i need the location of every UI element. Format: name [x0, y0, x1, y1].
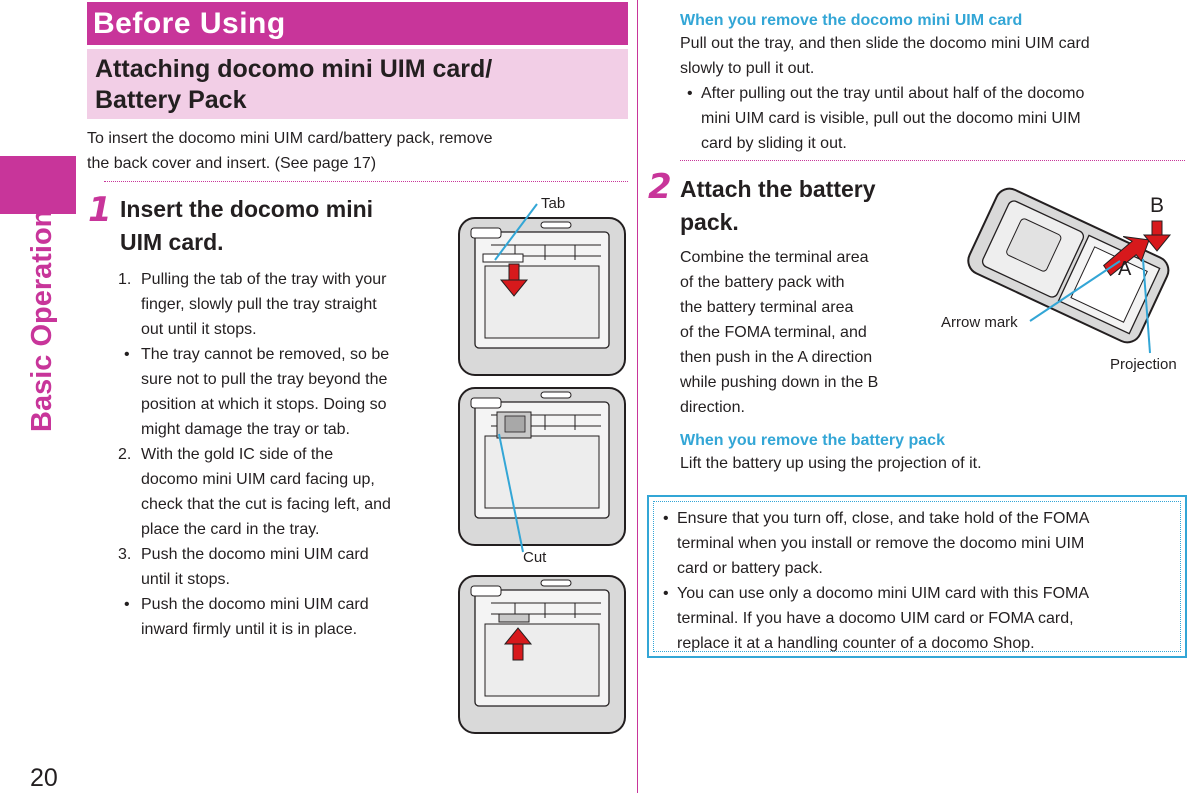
note-line: terminal. If you have a docomo UIM card or FOMA card, [677, 610, 1074, 627]
text-line: then push in the A direction [680, 349, 873, 366]
bullet: • [124, 596, 130, 613]
step1-title-line1: Insert the docomo mini [120, 196, 374, 222]
section-tab-text: Basic Operation [26, 209, 58, 432]
direction-b-arrow-icon [1144, 221, 1170, 251]
text-line: while pushing down in the B [680, 374, 879, 391]
item-line: check that the cut is facing left, and [141, 496, 391, 513]
bullet: • [663, 585, 669, 602]
step2-body [680, 245, 940, 420]
note-item [656, 581, 1186, 656]
item-number: 2. [118, 446, 132, 463]
item-line: With the gold IC side of the [141, 446, 334, 463]
list-item [118, 342, 453, 442]
section-tab-marker [0, 156, 76, 214]
bullet: • [663, 510, 669, 527]
item-number: 3. [118, 546, 132, 563]
item-line: inward firmly until it is in place. [141, 621, 358, 638]
step-separator [680, 160, 1185, 161]
direction-a-label: A [1118, 258, 1132, 280]
note-line: card or battery pack. [677, 560, 823, 577]
list-item [118, 267, 453, 342]
list-item [118, 542, 453, 592]
text-line: direction. [680, 399, 745, 416]
note-item [656, 506, 1186, 581]
page-title: Before Using [87, 2, 628, 45]
step2-title-line2: pack. [680, 209, 739, 235]
phone-illustration-3 [459, 576, 625, 733]
item-line: After pulling out the tray until about half of the docomo [701, 85, 1085, 102]
note-line: Ensure that you turn off, close, and take hold of the FOMA [677, 510, 1090, 527]
text-line: Combine the terminal area [680, 249, 869, 266]
step1-title-line2: UIM card. [120, 229, 224, 255]
cut-label: Cut [523, 549, 547, 566]
item-line: Push the docomo mini UIM card [141, 596, 369, 613]
item-line: docomo mini UIM card facing up, [141, 471, 375, 488]
item-line: might damage the tray or tab. [141, 421, 350, 438]
notes-list [656, 506, 1186, 656]
bullet: • [124, 346, 130, 363]
column-divider [637, 0, 638, 793]
arrow-mark-label: Arrow mark [941, 314, 1018, 331]
section-title [87, 49, 628, 119]
text-line: Pull out the tray, and then slide the docomo mini UIM card [680, 35, 1090, 52]
item-line: position at which it stops. Doing so [141, 396, 387, 413]
list-item [118, 592, 453, 642]
item-line: finger, slowly pull the tray straight [141, 296, 377, 313]
remove-uim-heading: When you remove the docomo mini UIM card [680, 12, 1023, 29]
bullet: • [687, 85, 693, 102]
text-line: of the battery pack with [680, 274, 845, 291]
step-separator [104, 181, 628, 182]
item-line: place the card in the tray. [141, 521, 320, 538]
item-line: out until it stops. [141, 321, 257, 338]
intro-text [87, 126, 627, 176]
intro-line1: To insert the docomo mini UIM card/battery pack, remove [87, 130, 493, 147]
step2-title-line1: Attach the battery [680, 176, 876, 202]
note-line: terminal when you install or remove the docomo mini UIM [677, 535, 1085, 552]
phone-illustration-2 [459, 388, 625, 545]
list-item [680, 81, 1185, 156]
item-line: mini UIM card is visible, pull out the docomo mini UIM [701, 110, 1081, 127]
note-line: You can use only a docomo mini UIM card with this FOMA [677, 585, 1090, 602]
section-title-line2: Battery Pack [95, 86, 247, 114]
section-title-line1: Attaching docomo mini UIM card/ [95, 55, 493, 83]
page-number: 20 [30, 764, 58, 792]
item-line: sure not to pull the tray beyond the [141, 371, 388, 388]
text-line: of the FOMA terminal, and [680, 324, 867, 341]
projection-label: Projection [1110, 356, 1177, 373]
item-line: until it stops. [141, 571, 230, 588]
direction-b-label: B [1150, 194, 1165, 217]
note-line: replace it at a handling counter of a docomo Shop. [677, 635, 1035, 652]
phone-illustration-1 [459, 218, 625, 375]
tab-label: Tab [541, 195, 566, 212]
remove-battery-text: Lift the battery up using the projection of it. [680, 455, 982, 472]
intro-line2: the back cover and insert. (See page 17) [87, 155, 377, 172]
remove-uim-text [680, 31, 1185, 156]
item-line: The tray cannot be removed, so be [141, 346, 390, 363]
text-line: the battery terminal area [680, 299, 854, 316]
uim-tray-illustrations [455, 190, 631, 740]
step2-title [680, 173, 876, 239]
item-line: Push the docomo mini UIM card [141, 546, 369, 563]
text-line: slowly to pull it out. [680, 60, 815, 77]
item-line: Pulling the tab of the tray with your [141, 271, 387, 288]
step1-instructions [118, 267, 453, 642]
step1-title [120, 193, 373, 259]
step1-number: 1 [88, 190, 112, 230]
notes-box [647, 495, 1187, 658]
list-item [118, 442, 453, 542]
item-number: 1. [118, 271, 132, 288]
step2-number: 2 [648, 167, 672, 207]
item-line: card by sliding it out. [701, 135, 847, 152]
remove-battery-heading: When you remove the battery pack [680, 432, 945, 449]
